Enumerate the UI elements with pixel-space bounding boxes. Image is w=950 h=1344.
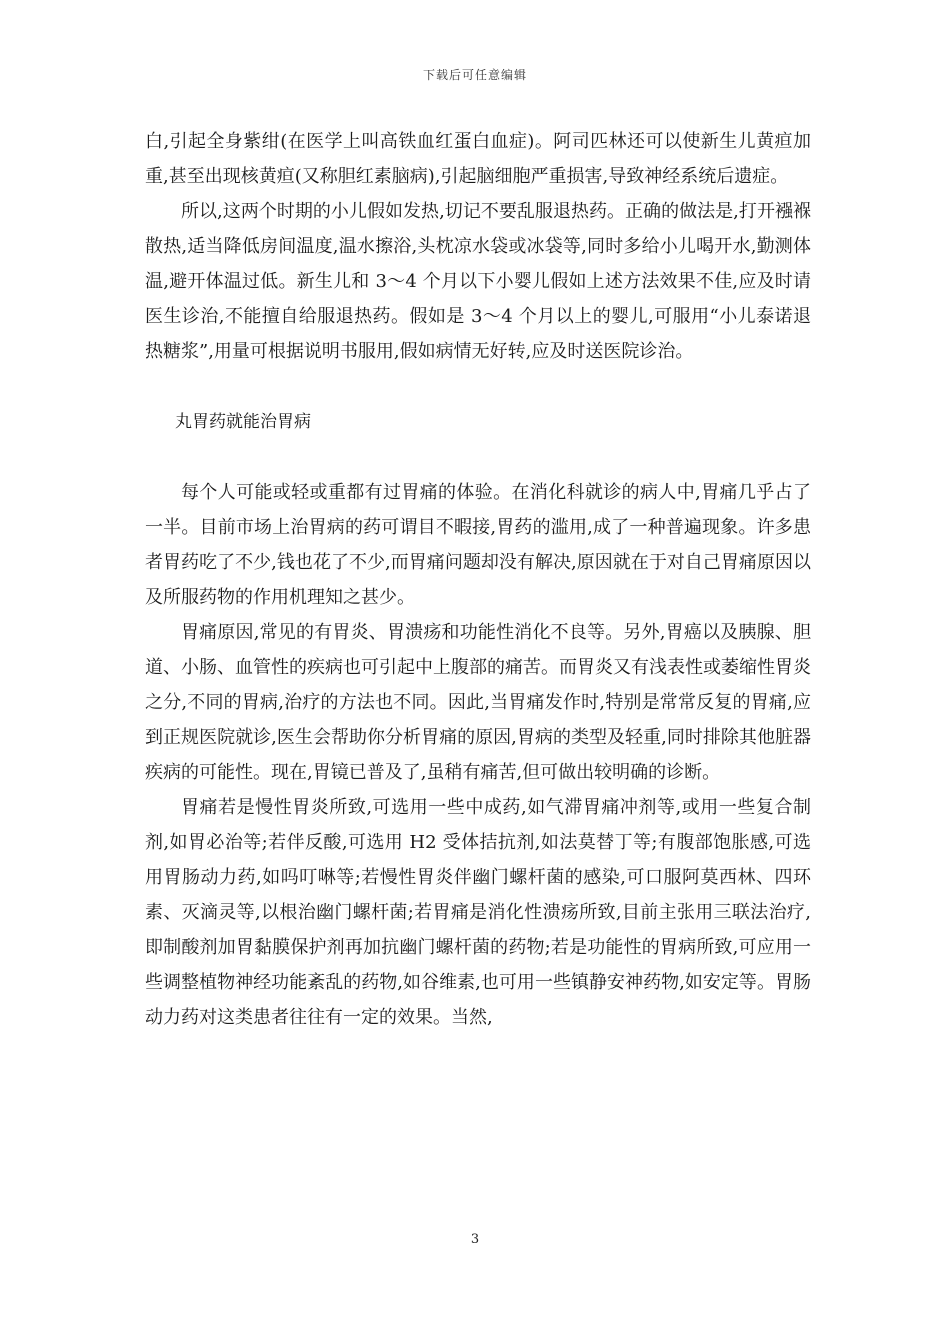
page-number: 3 bbox=[470, 1232, 480, 1247]
document-body bbox=[145, 124, 811, 1035]
paragraph-stomach-causes: 胃痛原因,常见的有胃炎、胃溃疡和功能性消化不良等。另外,胃癌以及胰腺、胆道、小肠、血管性的疾病也可引起中上腹部的痛苦。而胃炎又有浅表性或萎缩性胃炎之分,不同的胃病,治疗的方法也不同。因此,当胃痛发作时,特别是常常反复的胃痛,应到正规医院就诊,医生会帮助你分析胃痛的原因,胃病的类型及轻重,同时排除其他脏器疾病的可能性。现在,胃镜已普及了,虽稍有痛苦,但可做出较明确的诊断。 bbox=[145, 622, 811, 783]
page-header-note: 下载后可任意编辑 bbox=[422, 68, 527, 82]
paragraph-stomach-treatment: 胃痛若是慢性胃炎所致,可选用一些中成药,如气滞胃痛冲剂等,或用一些复合制剂,如胃必治等;若伴反酸,可选用 H2 受体拮抗剂,如法莫替丁等;有腹部饱胀感,可选用胃肠动力药,如吗叮啉等;若慢性胃炎伴幽门螺杆菌的感染,可口服阿莫西林、四环素、灭滴灵等,以根治幽门螺杆菌;若胃痛是消化性溃疡所致,目前主张用三联法治疗,即制酸剂加胃黏膜保护剂再加抗幽门螺杆菌的药物;若是功能性的胃病所致,可应用一些调整植物神经功能紊乱的药物,如谷维素,也可用一些镇静安神药物,如安定等。胃肠动力药对这类患者往往有一定的效果。当然, bbox=[145, 797, 811, 1028]
paragraph-fever-advice: 所以,这两个时期的小儿假如发热,切记不要乱服退热药。正确的做法是,打开襁褓散热,适当降低房间温度,温水擦浴,头枕凉水袋或冰袋等,同时多给小儿喝开水,勤测体温,避开体温过低。新生儿和 3～4 个月以下小婴儿假如上述方法效果不佳,应及时请医生诊治,不能擅自给服退热药。假如是 3～4 个月以上的婴儿,可服用“小儿泰诺退热糖浆”,用量可根据说明书服用,假如病情无好转,应及时送医院诊治。 bbox=[145, 201, 811, 362]
spacer bbox=[145, 369, 811, 405]
spacer bbox=[145, 440, 811, 475]
section-heading: 丸胃药就能治胃病 bbox=[175, 412, 311, 432]
paragraph-continuation: 白,引起全身紫绀(在医学上叫高铁血红蛋白血症)。阿司匹林还可以使新生儿黄疸加重,甚至出现核黄疸(又称胆红素脑病),引起脑细胞严重损害,导致神经系统后遗症。 bbox=[145, 131, 811, 187]
paragraph-stomach-intro: 每个人可能或轻或重都有过胃痛的体验。在消化科就诊的病人中,胃痛几乎占了一半。目前市场上治胃病的药可谓目不暇接,胃药的滥用,成了一种普遍现象。许多患者胃药吃了不少,钱也花了不少,而胃痛问题却没有解决,原因就在于对自己胃痛原因以及所服药物的作用机理知之甚少。 bbox=[145, 482, 811, 608]
